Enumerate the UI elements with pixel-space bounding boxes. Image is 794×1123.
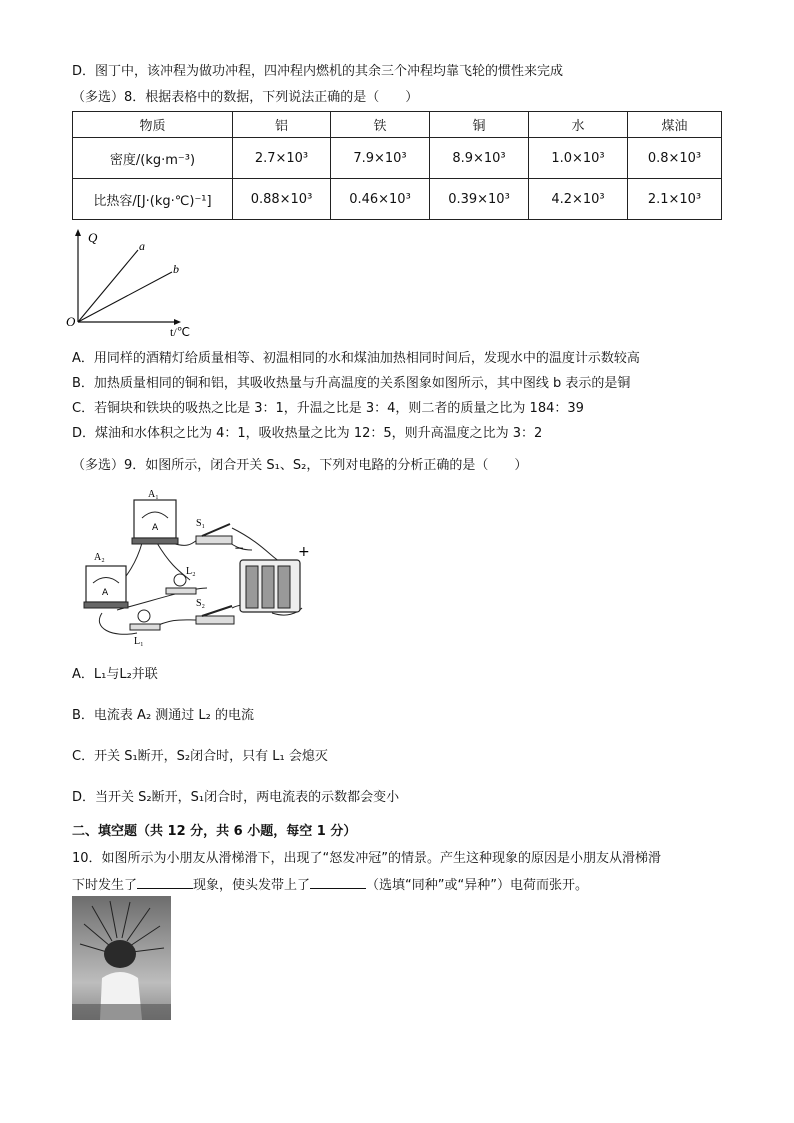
label-a1: A₁ xyxy=(148,489,159,500)
bulb-l2 xyxy=(166,574,196,594)
q10-line2 xyxy=(72,874,588,895)
table-cell: 4.2×10³ xyxy=(529,179,628,220)
label-s2: S₂ xyxy=(196,598,206,609)
table-cell: 0.88×10³ xyxy=(233,179,331,220)
q10-line1: 10．如图所示为小朋友从滑梯滑下，出现了“怒发冲冠”的情景。产生这种现象的原因是小朋友从滑梯滑 xyxy=(72,851,662,866)
label-l1: L₁ xyxy=(134,636,144,647)
answer-blank-1[interactable] xyxy=(137,874,193,889)
table-cell: 2.1×10³ xyxy=(628,179,722,220)
table-row xyxy=(73,179,722,220)
bulb-l1 xyxy=(130,610,160,630)
x-axis-label: t/℃ xyxy=(170,325,191,338)
label-plus: + xyxy=(298,544,310,560)
q10-text-b: 现象，使头发带上了 xyxy=(193,878,311,893)
row-label: 比热容/[J·(kg·℃)⁻¹] xyxy=(73,179,233,220)
answer-blank-2[interactable] xyxy=(310,874,366,889)
q9-option-c: C．开关 S₁断开，S₂闭合时，只有 L₁ 会熄灭 xyxy=(72,749,328,764)
line-a-label: a xyxy=(139,239,145,253)
q9-stem: （多选）9．如图所示，闭合开关 S₁、S₂，下列对电路的分析正确的是（ ） xyxy=(72,458,528,473)
q8-option-c: C．若铜块和铁块的吸热之比是 3：1，升温之比是 3：4，则二者的质量之比为 184：39 xyxy=(72,401,584,416)
line-b xyxy=(78,272,172,322)
origin-label: O xyxy=(66,314,76,329)
y-axis-arrow xyxy=(75,229,81,236)
q10-text-c: （选填“同种”或“异种”）电荷而张开。 xyxy=(366,878,588,893)
table-header-row xyxy=(73,112,722,138)
q8-option-d: D．煤油和水体积之比为 4：1，吸收热量之比为 12：5，则升高温度之比为 3：2 xyxy=(72,426,543,441)
table-cell: 2.7×10³ xyxy=(233,138,331,179)
q7-option-d: D．图丁中，该冲程为做功冲程，四冲程内燃机的其余三个冲程均靠飞轮的惯性来完成 xyxy=(72,64,564,79)
ground xyxy=(72,1004,171,1020)
label-minus: − xyxy=(234,541,245,555)
section-title: 二、填空题（共 12 分，共 6 小题，每空 1 分） xyxy=(72,824,357,839)
label-a2: A₂ xyxy=(94,552,105,563)
line-b-label: b xyxy=(173,262,179,276)
q8-option-b: B．加热质量相同的铜和铝，其吸收热量与升高温度的关系图象如图所示，其中图线 b 表示的是铜 xyxy=(72,376,631,391)
table-header-cell: 铁 xyxy=(331,112,430,138)
table-header-cell: 铜 xyxy=(430,112,529,138)
circuit-figure xyxy=(72,488,322,648)
table-header-cell: 铝 xyxy=(233,112,331,138)
table-cell: 1.0×10³ xyxy=(529,138,628,179)
q8-data-table xyxy=(72,111,722,220)
photo-illustration xyxy=(72,896,171,1020)
head xyxy=(104,940,136,968)
q9-option-a: A．L₁与L₂并联 xyxy=(72,667,158,682)
q-t-graph xyxy=(66,226,206,338)
q8-stem: （多选）8．根据表格中的数据，下列说法正确的是（ ） xyxy=(72,90,419,105)
ammeter-a2 xyxy=(84,566,128,608)
q8-option-a: A．用同样的酒精灯给质量相等、初温相同的水和煤油加热相同时间后，发现水中的温度计示数较高 xyxy=(72,351,640,366)
table-cell: 7.9×10³ xyxy=(331,138,430,179)
q9-option-d: D．当开关 S₂断开，S₁闭合时，两电流表的示数都会变小 xyxy=(72,790,400,805)
label-l2: L₂ xyxy=(186,566,196,577)
table-header-cell: 物质 xyxy=(73,112,233,138)
table-header-cell: 煤油 xyxy=(628,112,722,138)
battery-pack xyxy=(240,560,300,612)
table-cell: 0.39×10³ xyxy=(430,179,529,220)
line-a xyxy=(78,250,138,322)
label-s1: S₁ xyxy=(196,518,206,529)
y-axis-label: Q xyxy=(88,230,98,245)
meter-unit: A xyxy=(102,588,109,598)
row-label: 密度/(kg·m⁻³) xyxy=(73,138,233,179)
meter-unit: A xyxy=(152,523,159,533)
table-cell: 0.46×10³ xyxy=(331,179,430,220)
q9-option-b: B．电流表 A₂ 测通过 L₂ 的电流 xyxy=(72,708,255,723)
table-cell: 8.9×10³ xyxy=(430,138,529,179)
ammeter-a1 xyxy=(132,500,178,544)
q10-text-a: 下时发生了 xyxy=(72,878,138,893)
table-cell: 0.8×10³ xyxy=(628,138,722,179)
table-header-cell: 水 xyxy=(529,112,628,138)
static-hair-photo xyxy=(72,896,171,1020)
table-row xyxy=(73,138,722,179)
